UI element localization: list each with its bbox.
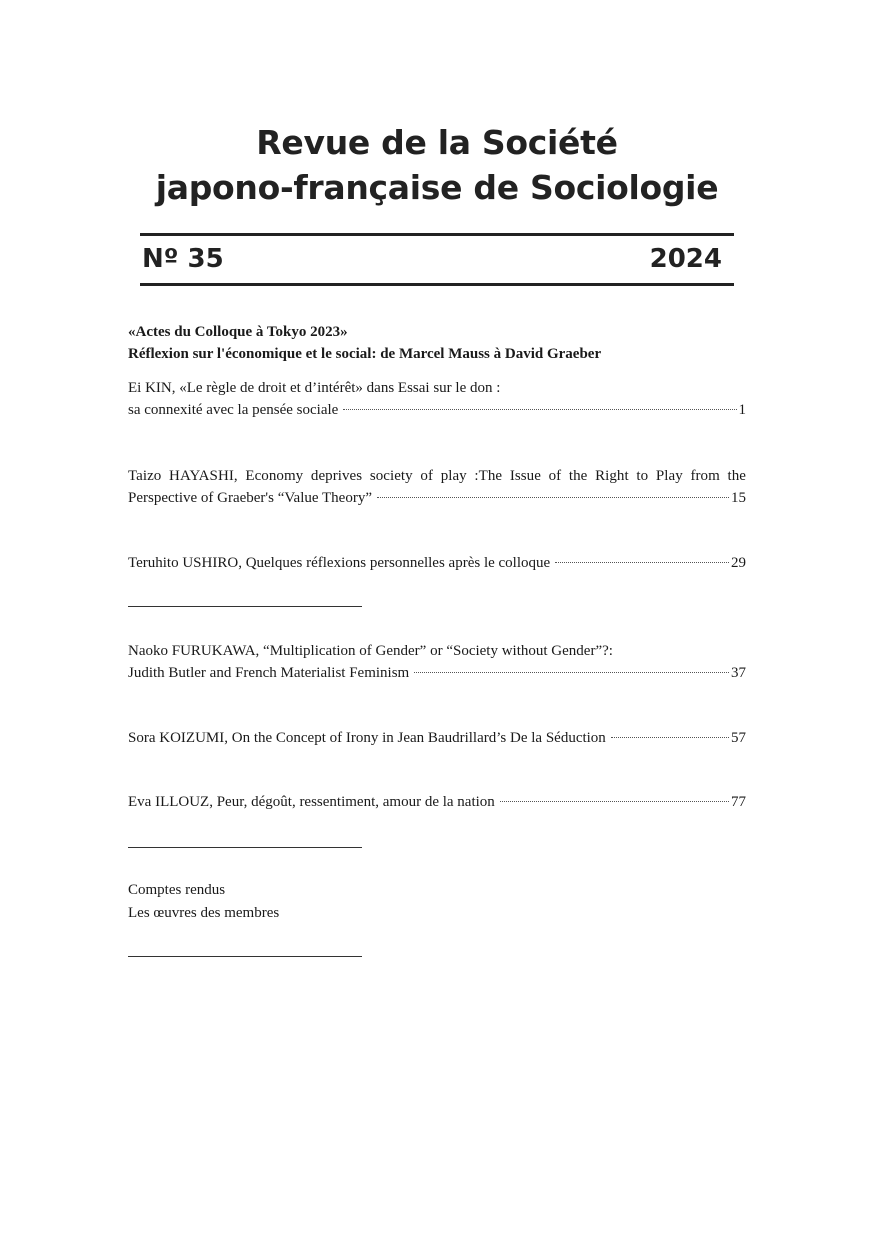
toc-entry-koizumi[interactable] — [128, 727, 746, 749]
toc-entry-text: Eva ILLOUZ, Peur, dégoût, ressentiment, amour de la nation — [128, 794, 495, 810]
toc-entry-kin[interactable] — [128, 377, 746, 421]
toc-entry-text: Judith Butler and French Materialist Feminism — [128, 665, 410, 681]
journal-title — [0, 120, 874, 210]
dot-leader — [414, 672, 729, 673]
section-divider — [128, 956, 362, 957]
toc-entry-text: Perspective of Graeber's “Value Theory” — [128, 490, 372, 506]
toc-entry-text: Naoko FURUKAWA, “Multiplication of Gender” or “Society without Gender”?: — [128, 643, 613, 659]
toc-entry-text: Sora KOIZUMI, On the Concept of Irony in Jean Baudrillard’s De la Séduction — [128, 730, 606, 746]
toc-entry-ushiro[interactable] — [128, 552, 746, 574]
dot-leader — [343, 409, 736, 410]
issue-year: 2024 — [649, 244, 722, 274]
issue-number: Nº 35 — [142, 244, 224, 274]
journal-title-line-2: japono-française de Sociologie — [155, 168, 719, 207]
toc-entry-text: Taizo HAYASHI, Economy deprives society of play :The Issue of the Right to Play from the — [128, 468, 746, 484]
page-number: 37 — [731, 665, 746, 681]
header-top-rule — [140, 233, 734, 236]
section-divider — [128, 847, 362, 848]
section-divider — [128, 606, 362, 607]
issue-bar — [140, 242, 734, 282]
page-number: 1 — [738, 402, 746, 418]
colloquium-heading-line-2: Réflexion sur l'économique et le social: de Marcel Mauss à David Graeber — [128, 346, 602, 362]
page-number: 57 — [731, 730, 746, 746]
dot-leader — [611, 737, 729, 738]
reviews-heading[interactable]: Comptes rendus — [128, 882, 226, 898]
dot-leader — [555, 562, 729, 563]
toc-entry-hayashi[interactable] — [128, 465, 746, 509]
toc-entry-text: sa connexité avec la pensée sociale — [128, 402, 339, 418]
toc-entry-illouz[interactable] — [128, 791, 746, 813]
dot-leader — [377, 497, 729, 498]
page-number: 77 — [731, 794, 746, 810]
toc-entry-text: Teruhito USHIRO, Quelques réflexions personnelles après le colloque — [128, 555, 551, 571]
colloquium-heading-line-1: «Actes du Colloque à Tokyo 2023» — [128, 324, 348, 340]
toc-entry-furukawa[interactable] — [128, 640, 746, 684]
dot-leader — [500, 801, 729, 802]
journal-title-line-1: Revue de la Société — [256, 123, 618, 162]
colloquium-heading — [128, 321, 601, 365]
page-number: 29 — [731, 555, 746, 571]
members-works-heading[interactable]: Les œuvres des membres — [128, 905, 280, 921]
page-number: 15 — [731, 490, 746, 506]
header-bottom-rule — [140, 283, 734, 286]
toc-entry-text: Ei KIN, «Le règle de droit et d’intérêt» dans Essai sur le don : — [128, 380, 501, 396]
